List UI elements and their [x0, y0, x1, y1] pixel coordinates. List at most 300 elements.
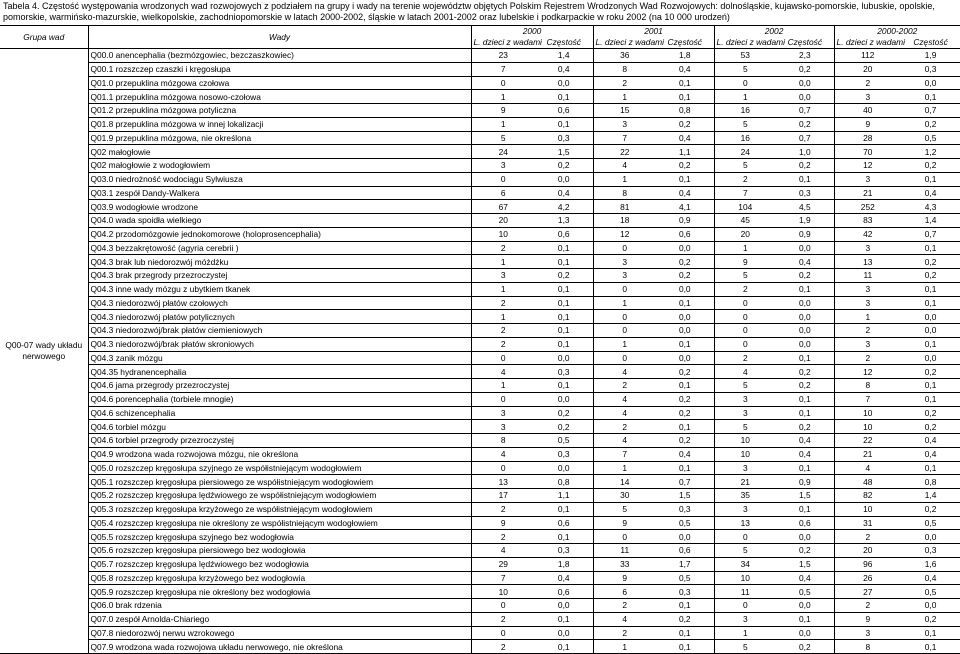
count-cell: 9	[593, 571, 656, 585]
frequency-cell: 0,2	[656, 159, 714, 173]
count-cell: 7	[593, 131, 656, 145]
count-cell: 10	[714, 434, 776, 448]
count-cell: 0	[471, 461, 535, 475]
count-cell: 17	[471, 489, 535, 503]
wada-name-cell: Q01.1 przepuklina mózgowa nosowo-czołowa	[88, 90, 471, 104]
count-cell: 2	[471, 530, 535, 544]
frequency-cell: 0,1	[656, 640, 714, 654]
wada-name-cell: Q02 małogłowie z wodogłowiem	[88, 159, 471, 173]
frequency-cell: 4,1	[656, 200, 714, 214]
group-label: Q00-07 wady układu nerwowego	[0, 49, 88, 654]
count-cell: 13	[834, 255, 901, 269]
table-row	[0, 392, 960, 406]
frequency-cell: 0,3	[535, 131, 593, 145]
frequency-cell: 1,2	[901, 145, 960, 159]
count-cell: 0	[471, 351, 535, 365]
header-year-2002: 2002	[714, 26, 834, 38]
frequency-cell: 0,3	[656, 585, 714, 599]
frequency-cell: 0,1	[656, 172, 714, 186]
wada-name-cell: Q04.6 schizencephalia	[88, 406, 471, 420]
frequency-cell: 0,0	[776, 296, 834, 310]
count-cell: 5	[471, 131, 535, 145]
count-cell: 1	[471, 117, 535, 131]
frequency-cell: 1,5	[776, 557, 834, 571]
header-wady: Wady	[88, 26, 471, 49]
frequency-cell: 0,4	[535, 62, 593, 76]
wada-name-cell: Q05.0 rozszczep kręgosłupa szyjnego ze współistniejącym wodogłowiem	[88, 461, 471, 475]
frequency-cell: 0,8	[656, 104, 714, 118]
count-cell: 13	[714, 516, 776, 530]
frequency-cell: 0,2	[776, 640, 834, 654]
count-cell: 0	[714, 296, 776, 310]
frequency-cell: 0,1	[535, 502, 593, 516]
count-cell: 26	[834, 571, 901, 585]
count-cell: 0	[471, 626, 535, 640]
frequency-cell: 1,1	[535, 489, 593, 503]
count-cell: 22	[834, 434, 901, 448]
frequency-cell: 0,0	[901, 324, 960, 338]
count-cell: 5	[714, 420, 776, 434]
count-cell: 2	[834, 599, 901, 613]
wada-name-cell: Q01.9 przepuklina mózgowa, nie określona	[88, 131, 471, 145]
wada-name-cell: Q05.9 rozszczep kręgosłupa nie określony bez wodogłowia	[88, 585, 471, 599]
frequency-cell: 0,1	[901, 392, 960, 406]
wada-name-cell: Q01.0 przepuklina mózgowa czołowa	[88, 76, 471, 90]
count-cell: 2	[714, 172, 776, 186]
count-cell: 10	[714, 571, 776, 585]
frequency-cell: 0,2	[656, 392, 714, 406]
frequency-cell: 0,6	[535, 227, 593, 241]
table-row	[0, 90, 960, 104]
count-cell: 21	[834, 447, 901, 461]
count-cell: 3	[714, 461, 776, 475]
wada-name-cell: Q04.6 torbiel mózgu	[88, 420, 471, 434]
count-cell: 1	[593, 172, 656, 186]
count-cell: 24	[714, 145, 776, 159]
frequency-cell: 0,3	[901, 62, 960, 76]
frequency-cell: 0,0	[776, 337, 834, 351]
frequency-cell: 0,4	[901, 186, 960, 200]
header-grupa: Grupa wad	[0, 26, 88, 49]
frequency-cell: 0,2	[901, 159, 960, 173]
wada-name-cell: Q04.3 brak przegrody przezroczystej	[88, 269, 471, 283]
frequency-cell: 0,2	[776, 379, 834, 393]
table-row	[0, 159, 960, 173]
count-cell: 16	[714, 104, 776, 118]
wada-name-cell: Q04.3 zanik mózgu	[88, 351, 471, 365]
wada-name-cell: Q04.2 przodomózgowie jednokomorowe (holoprosencephalia)	[88, 227, 471, 241]
count-cell: 8	[834, 379, 901, 393]
count-cell: 9	[471, 516, 535, 530]
frequency-cell: 0,4	[656, 62, 714, 76]
count-cell: 1	[471, 90, 535, 104]
count-cell: 8	[593, 62, 656, 76]
wada-name-cell: Q04.3 niedorozwój/brak płatów skroniowych	[88, 337, 471, 351]
count-cell: 104	[714, 200, 776, 214]
frequency-cell: 0,2	[901, 269, 960, 283]
count-cell: 3	[714, 392, 776, 406]
count-cell: 2	[593, 599, 656, 613]
frequency-cell: 1,8	[535, 557, 593, 571]
count-cell: 0	[593, 351, 656, 365]
frequency-cell: 0,1	[535, 324, 593, 338]
count-cell: 53	[714, 49, 776, 63]
frequency-cell: 0,1	[901, 626, 960, 640]
count-cell: 36	[593, 49, 656, 63]
count-cell: 35	[714, 489, 776, 503]
wada-name-cell: Q04.6 porencephalia (torbiele mnogie)	[88, 392, 471, 406]
count-cell: 3	[471, 159, 535, 173]
count-cell: 1	[593, 90, 656, 104]
count-cell: 3	[834, 282, 901, 296]
count-cell: 9	[471, 104, 535, 118]
table-row	[0, 131, 960, 145]
count-cell: 3	[593, 117, 656, 131]
table-row	[0, 104, 960, 118]
frequency-cell: 1,4	[901, 489, 960, 503]
header-year-total: 2000-2002	[834, 26, 960, 38]
frequency-cell: 0,9	[656, 214, 714, 228]
table-row	[0, 310, 960, 324]
table-row	[0, 62, 960, 76]
frequency-cell: 0,1	[776, 406, 834, 420]
wada-name-cell: Q04.6 torbiel przegrody przezroczystej	[88, 434, 471, 448]
table-row	[0, 337, 960, 351]
count-cell: 11	[834, 269, 901, 283]
count-cell: 5	[714, 640, 776, 654]
count-cell: 11	[593, 544, 656, 558]
count-cell: 33	[593, 557, 656, 571]
count-cell: 8	[471, 434, 535, 448]
frequency-cell: 0,1	[901, 337, 960, 351]
count-cell: 4	[593, 434, 656, 448]
count-cell: 1	[471, 310, 535, 324]
count-cell: 29	[471, 557, 535, 571]
header-count: L. dzieci z wadami	[714, 37, 776, 49]
frequency-cell: 0,4	[535, 571, 593, 585]
count-cell: 83	[834, 214, 901, 228]
header-count: L. dzieci z wadami	[834, 37, 901, 49]
count-cell: 1	[593, 337, 656, 351]
frequency-cell: 1,7	[656, 557, 714, 571]
table-row	[0, 585, 960, 599]
count-cell: 4	[593, 406, 656, 420]
table-row	[0, 516, 960, 530]
frequency-cell: 0,5	[901, 516, 960, 530]
count-cell: 3	[714, 612, 776, 626]
table-row	[0, 172, 960, 186]
frequency-cell: 0,1	[535, 117, 593, 131]
frequency-cell: 0,8	[535, 475, 593, 489]
table-row	[0, 241, 960, 255]
count-cell: 30	[593, 489, 656, 503]
table-row	[0, 434, 960, 448]
count-cell: 7	[593, 447, 656, 461]
frequency-cell: 0,1	[901, 282, 960, 296]
frequency-cell: 0,1	[535, 90, 593, 104]
frequency-cell: 0,0	[535, 76, 593, 90]
wada-name-cell: Q03.1 zespół Dandy-Walkera	[88, 186, 471, 200]
wada-name-cell: Q01.2 przepuklina mózgowa potyliczna	[88, 104, 471, 118]
table-row	[0, 489, 960, 503]
count-cell: 3	[834, 90, 901, 104]
frequency-cell: 0,0	[656, 324, 714, 338]
table-row	[0, 49, 960, 63]
count-cell: 9	[834, 612, 901, 626]
table-row	[0, 282, 960, 296]
frequency-cell: 0,3	[656, 502, 714, 516]
count-cell: 40	[834, 104, 901, 118]
frequency-cell: 0,1	[776, 282, 834, 296]
frequency-cell: 0,2	[901, 612, 960, 626]
count-cell: 2	[834, 76, 901, 90]
count-cell: 5	[714, 117, 776, 131]
count-cell: 14	[593, 475, 656, 489]
frequency-cell: 0,1	[656, 90, 714, 104]
frequency-cell: 0,5	[776, 585, 834, 599]
table-row	[0, 186, 960, 200]
wada-name-cell: Q06.0 brak rdzenia	[88, 599, 471, 613]
frequency-cell: 1,6	[901, 557, 960, 571]
count-cell: 2	[714, 351, 776, 365]
count-cell: 6	[593, 585, 656, 599]
count-cell: 13	[471, 475, 535, 489]
count-cell: 5	[714, 159, 776, 173]
frequency-cell: 0,3	[535, 544, 593, 558]
wada-name-cell: Q01.8 przepuklina mózgowa w innej lokalizacji	[88, 117, 471, 131]
frequency-cell: 1,0	[776, 145, 834, 159]
frequency-cell: 4,2	[535, 200, 593, 214]
count-cell: 6	[471, 186, 535, 200]
frequency-cell: 0,1	[535, 640, 593, 654]
wada-name-cell: Q05.1 rozszczep kręgosłupa piersiowego ze współistniejącym wodogłowiem	[88, 475, 471, 489]
frequency-cell: 0,4	[901, 447, 960, 461]
count-cell: 3	[834, 172, 901, 186]
count-cell: 2	[593, 379, 656, 393]
table-row	[0, 571, 960, 585]
frequency-cell: 0,2	[776, 420, 834, 434]
count-cell: 70	[834, 145, 901, 159]
count-cell: 1	[593, 296, 656, 310]
count-cell: 2	[714, 282, 776, 296]
count-cell: 9	[834, 117, 901, 131]
frequency-cell: 0,2	[901, 406, 960, 420]
frequency-cell: 0,1	[776, 612, 834, 626]
frequency-cell: 0,0	[535, 351, 593, 365]
frequency-cell: 0,4	[776, 571, 834, 585]
frequency-cell: 0,2	[535, 420, 593, 434]
count-cell: 5	[714, 269, 776, 283]
frequency-cell: 0,6	[535, 585, 593, 599]
frequency-cell: 0,4	[776, 447, 834, 461]
frequency-cell: 0,3	[776, 186, 834, 200]
frequency-cell: 0,5	[656, 571, 714, 585]
frequency-cell: 0,7	[776, 131, 834, 145]
malformations-table	[0, 25, 960, 654]
count-cell: 2	[471, 612, 535, 626]
frequency-cell: 0,6	[535, 516, 593, 530]
count-cell: 20	[834, 544, 901, 558]
frequency-cell: 0,1	[535, 530, 593, 544]
frequency-cell: 0,1	[901, 90, 960, 104]
count-cell: 12	[834, 159, 901, 173]
frequency-cell: 0,4	[776, 434, 834, 448]
count-cell: 8	[593, 186, 656, 200]
count-cell: 3	[834, 626, 901, 640]
frequency-cell: 0,3	[535, 365, 593, 379]
frequency-cell: 0,6	[656, 544, 714, 558]
frequency-cell: 0,5	[901, 131, 960, 145]
count-cell: 0	[471, 392, 535, 406]
wada-name-cell: Q05.6 rozszczep kręgosłupa piersiowego bez wodogłowia	[88, 544, 471, 558]
frequency-cell: 0,1	[535, 612, 593, 626]
frequency-cell: 0,1	[656, 296, 714, 310]
table-row	[0, 145, 960, 159]
wada-name-cell: Q05.7 rozszczep kręgosłupa lędźwiowego bez wodogłowia	[88, 557, 471, 571]
count-cell: 21	[834, 186, 901, 200]
frequency-cell: 0,3	[535, 447, 593, 461]
count-cell: 2	[593, 626, 656, 640]
wada-name-cell: Q04.3 niedorozwój płatów czołowych	[88, 296, 471, 310]
count-cell: 10	[471, 585, 535, 599]
table-row	[0, 296, 960, 310]
header-count: L. dzieci z wadami	[593, 37, 656, 49]
count-cell: 10	[834, 406, 901, 420]
count-cell: 4	[471, 447, 535, 461]
frequency-cell: 0,1	[535, 379, 593, 393]
table-body	[0, 49, 960, 654]
frequency-cell: 0,2	[535, 159, 593, 173]
table-row	[0, 406, 960, 420]
count-cell: 2	[834, 530, 901, 544]
frequency-cell: 0,5	[656, 516, 714, 530]
count-cell: 0	[714, 599, 776, 613]
table-row	[0, 544, 960, 558]
frequency-cell: 0,4	[901, 434, 960, 448]
count-cell: 28	[834, 131, 901, 145]
frequency-cell: 0,1	[776, 392, 834, 406]
count-cell: 3	[834, 337, 901, 351]
frequency-cell: 0,1	[901, 640, 960, 654]
wada-name-cell: Q07.9 wrodzona wada rozwojowa układu nerwowego, nie określona	[88, 640, 471, 654]
count-cell: 5	[593, 502, 656, 516]
count-cell: 4	[834, 461, 901, 475]
frequency-cell: 0,2	[656, 255, 714, 269]
frequency-cell: 1,4	[535, 49, 593, 63]
frequency-cell: 0,0	[901, 599, 960, 613]
table-row	[0, 502, 960, 516]
frequency-cell: 1,5	[656, 489, 714, 503]
count-cell: 0	[593, 324, 656, 338]
count-cell: 2	[593, 420, 656, 434]
frequency-cell: 0,4	[656, 131, 714, 145]
frequency-cell: 0,0	[656, 282, 714, 296]
frequency-cell: 0,0	[776, 90, 834, 104]
count-cell: 9	[714, 255, 776, 269]
count-cell: 0	[714, 310, 776, 324]
table-row	[0, 365, 960, 379]
wada-name-cell: Q04.35 hydranencephalia	[88, 365, 471, 379]
frequency-cell: 0,2	[776, 544, 834, 558]
header-count: L. dzieci z wadami	[471, 37, 535, 49]
frequency-cell: 0,6	[535, 104, 593, 118]
wada-name-cell: Q04.9 wrodzona wada rozwojowa mózgu, nie określona	[88, 447, 471, 461]
frequency-cell: 0,1	[901, 296, 960, 310]
wada-name-cell: Q04.3 brak lub niedorozwój móżdżku	[88, 255, 471, 269]
count-cell: 34	[714, 557, 776, 571]
count-cell: 7	[834, 392, 901, 406]
frequency-cell: 0,0	[901, 76, 960, 90]
frequency-cell: 0,0	[656, 351, 714, 365]
header-year-2000: 2000	[471, 26, 593, 38]
wada-name-cell: Q02 małogłowie	[88, 145, 471, 159]
table-row	[0, 612, 960, 626]
frequency-cell: 0,1	[535, 296, 593, 310]
frequency-cell: 0,2	[776, 159, 834, 173]
count-cell: 1	[714, 90, 776, 104]
frequency-cell: 0,7	[901, 227, 960, 241]
header-freq: Częstość	[656, 37, 714, 49]
frequency-cell: 0,0	[535, 626, 593, 640]
frequency-cell: 0,0	[776, 530, 834, 544]
count-cell: 1	[714, 626, 776, 640]
frequency-cell: 0,4	[656, 186, 714, 200]
wada-name-cell: Q03.0 niedrożność wodociągu Sylwiusza	[88, 172, 471, 186]
count-cell: 4	[593, 392, 656, 406]
frequency-cell: 0,3	[901, 544, 960, 558]
wada-name-cell: Q04.6 jama przegrody przezroczystej	[88, 379, 471, 393]
count-cell: 8	[834, 640, 901, 654]
table-row	[0, 214, 960, 228]
table-row	[0, 530, 960, 544]
count-cell: 45	[714, 214, 776, 228]
count-cell: 5	[714, 379, 776, 393]
table-row	[0, 76, 960, 90]
frequency-cell: 0,2	[901, 117, 960, 131]
frequency-cell: 0,1	[656, 420, 714, 434]
count-cell: 0	[593, 310, 656, 324]
count-cell: 4	[593, 365, 656, 379]
count-cell: 16	[714, 131, 776, 145]
count-cell: 4	[593, 612, 656, 626]
frequency-cell: 0,2	[901, 502, 960, 516]
wada-name-cell: Q05.3 rozszczep kręgosłupa krzyżowego ze współistniejącym wodogłowiem	[88, 502, 471, 516]
frequency-cell: 0,0	[901, 530, 960, 544]
frequency-cell: 0,2	[901, 255, 960, 269]
frequency-cell: 1,1	[656, 145, 714, 159]
wada-name-cell: Q00.0 anencephalia (bezmózgowiec, bezczaszkowiec)	[88, 49, 471, 63]
count-cell: 0	[471, 76, 535, 90]
count-cell: 9	[593, 516, 656, 530]
frequency-cell: 0,1	[656, 461, 714, 475]
frequency-cell: 0,4	[776, 255, 834, 269]
count-cell: 10	[714, 447, 776, 461]
frequency-cell: 0,2	[656, 434, 714, 448]
count-cell: 5	[714, 62, 776, 76]
count-cell: 67	[471, 200, 535, 214]
frequency-cell: 0,1	[776, 502, 834, 516]
count-cell: 1	[471, 255, 535, 269]
wada-name-cell: Q05.4 rozszczep kręgosłupa nie określony ze współistniejącym wodogłowiem	[88, 516, 471, 530]
frequency-cell: 1,9	[776, 214, 834, 228]
frequency-cell: 1,4	[901, 214, 960, 228]
frequency-cell: 0,1	[535, 255, 593, 269]
count-cell: 4	[714, 365, 776, 379]
frequency-cell: 0,1	[535, 337, 593, 351]
count-cell: 0	[593, 282, 656, 296]
count-cell: 82	[834, 489, 901, 503]
frequency-cell: 0,5	[901, 585, 960, 599]
